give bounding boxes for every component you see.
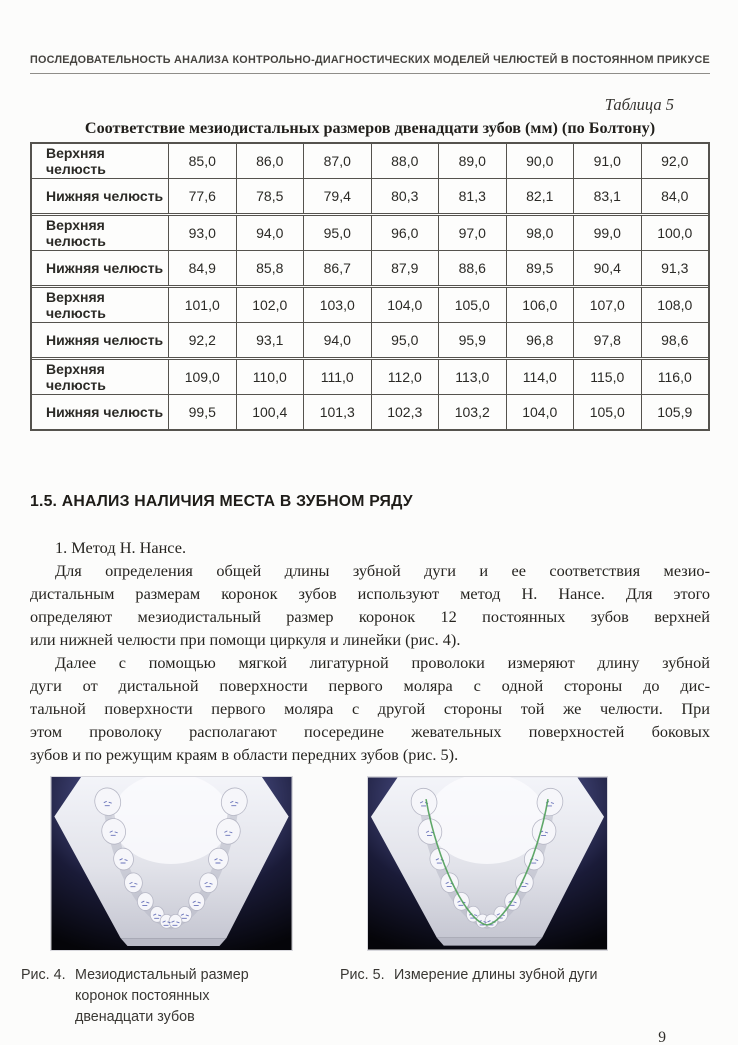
fig5-photo <box>367 776 608 951</box>
text-line: дуги от дистальной поверхности первого моляра с одной стороны до дис- <box>30 676 710 695</box>
row-label-cell: Нижняя челюсть <box>32 179 169 213</box>
row-value-cell: 105,9 <box>657 404 693 420</box>
row-value-cell: 104,0 <box>372 288 440 322</box>
row-value-cell: 109,0 <box>169 360 237 394</box>
text-line: или нижней челюсти при помощи циркуля и линейки (рис. 4). <box>30 630 461 649</box>
row-label-cell: Верхняя челюсть <box>32 144 169 178</box>
fig5-caption <box>340 965 598 1028</box>
row-value-cell: 90,0 <box>507 144 575 178</box>
row-value-cell: 102,3 <box>372 395 440 429</box>
text-line: тальной поверхности первого моляра с другой стороны той же челюсти. При <box>30 699 710 718</box>
row-value-cell: 111,0 <box>304 360 372 394</box>
table-row <box>32 323 708 360</box>
row-value-cell: 86,7 <box>304 251 372 285</box>
row-value-cell: 115,0 <box>574 360 642 394</box>
row-label-cell: Верхняя челюсть <box>32 360 169 394</box>
row-value-cell: 105,0 <box>439 288 507 322</box>
row-value-cell: 92,2 <box>169 323 237 357</box>
row-value-cell: 104,0 <box>507 395 575 429</box>
row-value-cell: 112,0 <box>372 360 440 394</box>
fig4-caption-text <box>75 965 249 1028</box>
table-row <box>32 179 708 216</box>
row-value-cell: 78,5 <box>237 179 305 213</box>
row-value-cell: 101,3 <box>304 395 372 429</box>
row-value-cell: 98,6 <box>661 332 689 348</box>
row-value-cell: 97,0 <box>439 216 507 250</box>
row-value-cell: 95,0 <box>372 323 440 357</box>
text-line: коронок постоянных <box>75 988 210 1004</box>
dental-cast-photo-measured-teeth <box>51 777 292 950</box>
row-value-cell: 87,9 <box>372 251 440 285</box>
row-value-cell: 83,1 <box>574 179 642 213</box>
row-value-cell: 81,3 <box>439 179 507 213</box>
row-value-cell: 90,4 <box>574 251 642 285</box>
row-label-cell: Верхняя челюсть <box>32 288 169 322</box>
table-row <box>32 144 708 179</box>
bolton-table <box>30 142 710 431</box>
row-label-cell: Нижняя челюсть <box>32 395 169 429</box>
row-value-cell: 106,0 <box>507 288 575 322</box>
row-value-cell: 97,8 <box>574 323 642 357</box>
dental-cast-photo-with-wire <box>368 777 607 950</box>
text-line: Мезиодистальный размер <box>75 967 249 983</box>
row-value-cell: 77,6 <box>169 179 237 213</box>
row-value-cell: 85,8 <box>237 251 305 285</box>
table-row <box>32 288 708 323</box>
row-value-cell: 84,9 <box>169 251 237 285</box>
row-value-cell: 107,0 <box>574 288 642 322</box>
row-value-cell: 96,8 <box>507 323 575 357</box>
page-number: 9 <box>658 1029 666 1045</box>
row-value-cell: 98,0 <box>507 216 575 250</box>
method-item: 1. Метод Н. Нансе. <box>55 538 187 557</box>
row-value-cell: 92,0 <box>661 153 689 169</box>
fig4-photo <box>50 776 293 951</box>
text-line: дистальным размерам коронок зубов используют метод Н. Нансе. Для этого <box>30 584 710 603</box>
table-row <box>32 216 708 251</box>
fig5-caption-label: Рис. 5. <box>340 967 385 983</box>
fig4-caption <box>21 965 311 1028</box>
table-title: Соответствие мезиодистальных размеров двенадцати зубов (мм) (по Болтону) <box>84 119 656 137</box>
fig4-caption-label: Рис. 4. <box>21 967 66 983</box>
table-row <box>32 251 708 288</box>
section-heading: 1.5. АНАЛИЗ НАЛИЧИЯ МЕСТА В ЗУБНОМ РЯДУ <box>30 493 413 510</box>
paragraph-arch-length <box>30 651 710 766</box>
row-value-cell: 88,0 <box>372 144 440 178</box>
text-line: определяют мезиодистальный размер коронок 12 постоянных зубов верхней <box>30 607 710 626</box>
row-value-cell: 94,0 <box>237 216 305 250</box>
row-value-cell: 105,0 <box>574 395 642 429</box>
row-value-cell: 84,0 <box>661 188 689 204</box>
fig5-caption-text: Измерение длины зубной дуги <box>394 967 598 983</box>
row-value-cell: 85,0 <box>169 144 237 178</box>
row-value-cell: 93,0 <box>169 216 237 250</box>
row-value-cell: 80,3 <box>372 179 440 213</box>
row-value-cell: 114,0 <box>507 360 575 394</box>
row-value-cell: 108,0 <box>657 297 693 313</box>
row-value-cell: 91,0 <box>574 144 642 178</box>
row-label-cell: Нижняя челюсть <box>32 323 169 357</box>
row-value-cell: 99,0 <box>574 216 642 250</box>
table-number-label: Таблица 5 <box>604 95 674 114</box>
figures-row <box>50 776 710 951</box>
table-row <box>32 395 708 429</box>
row-value-cell: 102,0 <box>237 288 305 322</box>
row-value-cell: 113,0 <box>439 360 507 394</box>
row-value-cell: 91,3 <box>661 260 689 276</box>
row-value-cell: 96,0 <box>372 216 440 250</box>
row-value-cell: 116,0 <box>657 369 692 385</box>
text-line: Далее с помощью мягкой лигатурной проволоки измеряют длину зубной <box>55 653 710 672</box>
text-line: двенадцати зубов <box>75 1009 195 1025</box>
row-value-cell: 89,5 <box>507 251 575 285</box>
row-value-cell: 103,0 <box>304 288 372 322</box>
table-row <box>32 360 708 395</box>
text-line: Для определения общей длины зубной дуги и ее соответствия мезио- <box>55 561 710 580</box>
row-value-cell: 95,9 <box>439 323 507 357</box>
row-value-cell: 79,4 <box>304 179 372 213</box>
row-label-cell: Верхняя челюсть <box>32 216 169 250</box>
row-value-cell: 82,1 <box>507 179 575 213</box>
text-line: этом проволоку располагают посередине жевательных поверхностей боковых <box>30 722 710 741</box>
running-head: ПОСЛЕДОВАТЕЛЬНОСТЬ АНАЛИЗА КОНТРОЛЬНО-ДИАГНОСТИЧЕСКИХ МОДЕЛЕЙ ЧЕЛЮСТЕЙ В ПОСТОЯННОМ ПРИКУСЕ <box>30 54 710 74</box>
row-value-cell: 95,0 <box>304 216 372 250</box>
row-value-cell: 103,2 <box>439 395 507 429</box>
row-value-cell: 99,5 <box>169 395 237 429</box>
paragraph-nance <box>30 559 710 651</box>
row-value-cell: 86,0 <box>237 144 305 178</box>
row-value-cell: 93,1 <box>237 323 305 357</box>
row-value-cell: 110,0 <box>237 360 305 394</box>
captions-row <box>21 965 710 1028</box>
row-value-cell: 101,0 <box>169 288 237 322</box>
row-value-cell: 100,4 <box>237 395 305 429</box>
row-value-cell: 100,0 <box>657 225 693 241</box>
row-value-cell: 94,0 <box>304 323 372 357</box>
text-line: зубов и по режущим краям в области передних зубов (рис. 5). <box>30 745 459 764</box>
row-value-cell: 88,6 <box>439 251 507 285</box>
row-value-cell: 87,0 <box>304 144 372 178</box>
row-label-cell: Нижняя челюсть <box>32 251 169 285</box>
row-value-cell: 89,0 <box>439 144 507 178</box>
